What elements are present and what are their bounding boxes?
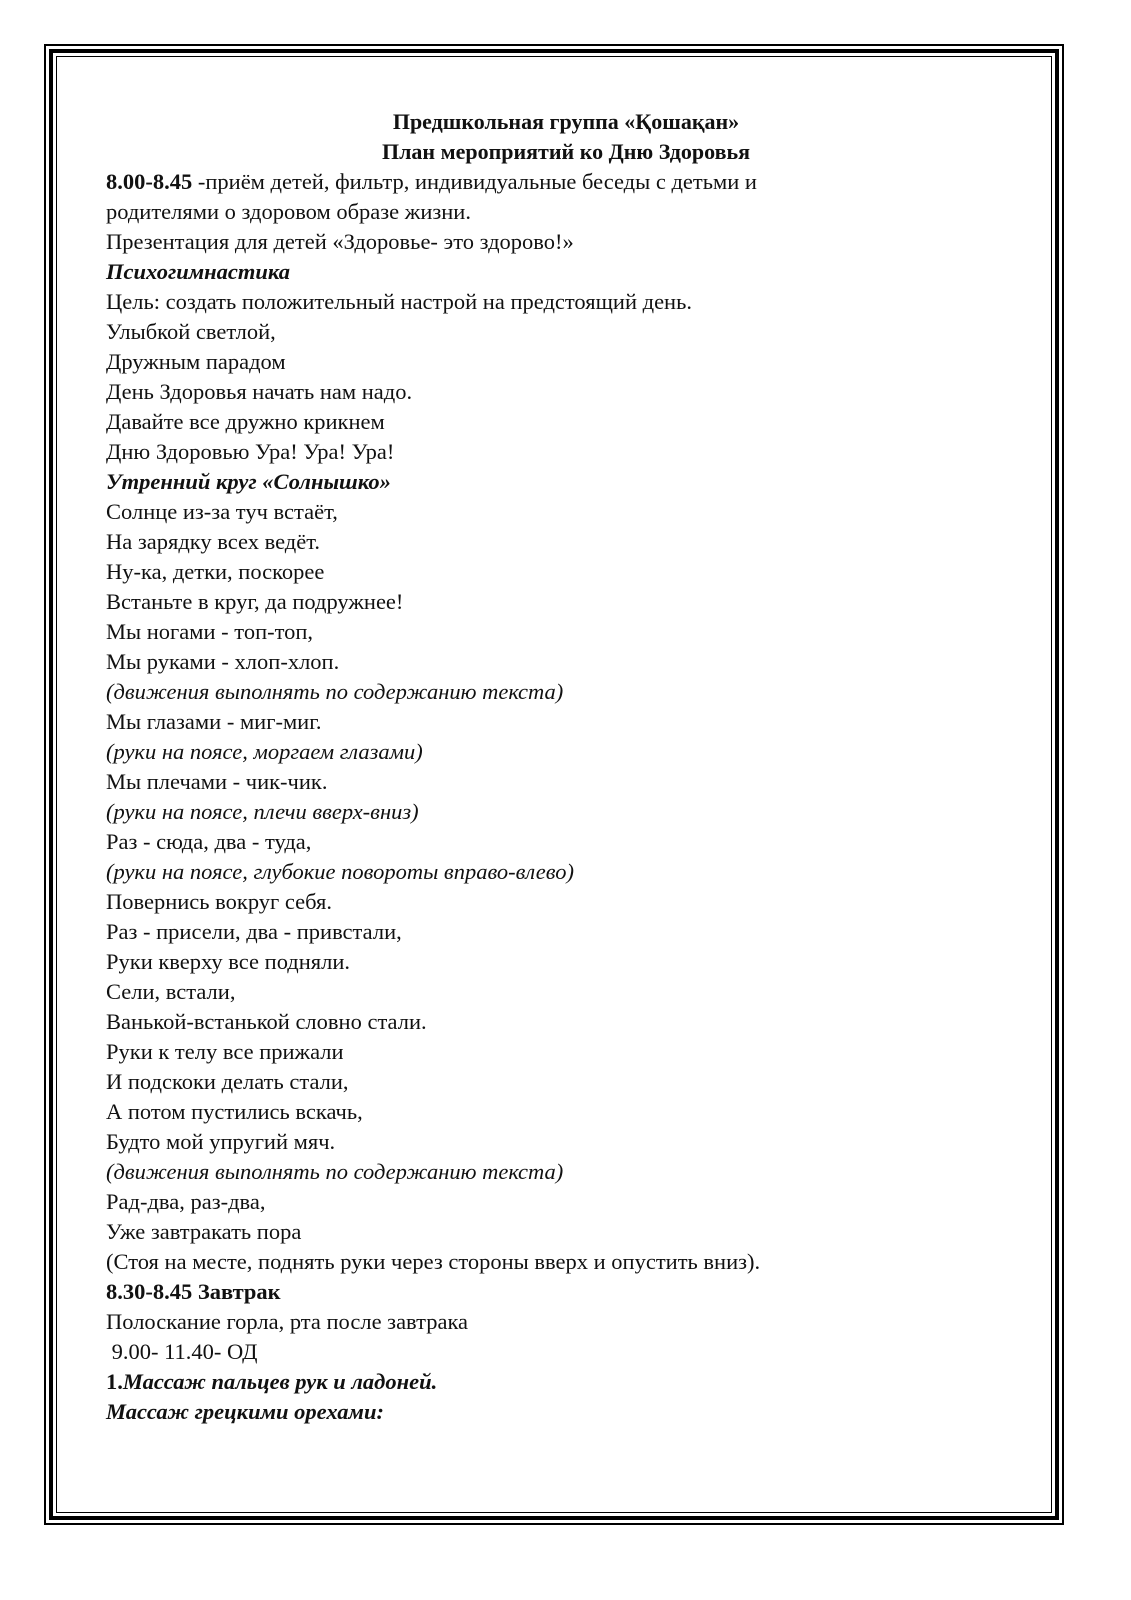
- circle-instruction-line: (руки на поясе, глубокие повороты вправо-влево): [106, 859, 574, 884]
- circle-heading: Утренний круг «Солнышко»: [106, 469, 391, 494]
- circle-verse-line: (Стоя на месте, поднять руки через стороны вверх и опустить вниз).: [106, 1249, 761, 1274]
- circle-verse-line: Уже завтракать пора: [106, 1219, 302, 1244]
- circle-verse-line: Повернись вокруг себя.: [106, 889, 332, 914]
- massage-subheading: Массаж грецкими орехами:: [106, 1399, 384, 1424]
- circle-verse-line: Ванькой-встанькой словно стали.: [106, 1009, 427, 1034]
- circle-verse-line: Мы глазами - миг-миг.: [106, 709, 322, 734]
- document-body: [106, 107, 1006, 1427]
- plan-title: План мероприятий ко Дню Здоровья: [381, 139, 751, 164]
- circle-verse-line: Мы руками - хлоп-хлоп.: [106, 649, 340, 674]
- circle-instruction-line: (руки на поясе, моргаем глазами): [106, 739, 423, 764]
- psycho-verse-line: Улыбкой светлой,: [106, 319, 276, 344]
- intro-line-1: [106, 167, 1006, 197]
- psycho-verse: [106, 317, 1006, 467]
- intro-text-1: -приём детей, фильтр, индивидуальные беседы с детьми и: [192, 169, 757, 194]
- intro-time: 8.00-8.45: [106, 169, 193, 194]
- circle-instruction-line: (движения выполнять по содержанию текста): [106, 1159, 564, 1184]
- circle-verse-line: Руки к телу все прижали: [106, 1039, 344, 1064]
- circle-instruction-line: (движения выполнять по содержанию текста): [106, 679, 564, 704]
- circle-verse-line: Мы ногами - топ-топ,: [106, 619, 314, 644]
- circle-verse-line: Руки кверху все подняли.: [106, 949, 351, 974]
- massage-title: Массаж пальцев рук и ладоней.: [122, 1369, 438, 1394]
- psycho-verse-line: Дружным парадом: [106, 349, 286, 374]
- rinse-line: Полоскание горла, рта после завтрака: [106, 1309, 469, 1334]
- psycho-verse-line: День Здоровья начать нам надо.: [106, 379, 413, 404]
- group-title: Предшкольная группа «Қошақан»: [392, 109, 740, 134]
- circle-verse-line: А потом пустились вскачь,: [106, 1099, 363, 1124]
- circle-verse-line: Мы плечами - чик-чик.: [106, 769, 328, 794]
- circle-instruction-line: (руки на поясе, плечи вверх-вниз): [106, 799, 419, 824]
- circle-verse-line: Раз - сюда, два - туда,: [106, 829, 312, 854]
- circle-verse-line: Сели, встали,: [106, 979, 236, 1004]
- circle-verse-line: Раз - присели, два - привстали,: [106, 919, 402, 944]
- psycho-verse-line: Давайте все дружно крикнем: [106, 409, 385, 434]
- psycho-goal: Цель: создать положительный настрой на предстоящий день.: [106, 289, 692, 314]
- circle-verse-line: На зарядку всех ведёт.: [106, 529, 320, 554]
- circle-verse-line: И подскоки делать стали,: [106, 1069, 349, 1094]
- intro-line-2: родителями о здоровом образе жизни.: [106, 199, 471, 224]
- circle-verse-line: Будто мой упругий мяч.: [106, 1129, 336, 1154]
- massage-number: 1.: [106, 1369, 123, 1394]
- circle-verse: [106, 497, 1006, 1277]
- circle-verse-line: Рад-два, раз-два,: [106, 1189, 266, 1214]
- breakfast-heading: 8.30-8.45 Завтрак: [106, 1279, 281, 1304]
- psycho-heading: Психогимнастика: [106, 259, 291, 284]
- circle-verse-line: Ну-ка, детки, поскорее: [106, 559, 325, 584]
- od-line: 9.00- 11.40- ОД: [106, 1339, 258, 1364]
- psycho-verse-line: Дню Здоровью Ура! Ура! Ура!: [106, 439, 395, 464]
- massage-heading: [106, 1367, 1006, 1397]
- presentation-line: Презентация для детей «Здоровье- это здорово!»: [106, 229, 574, 254]
- circle-verse-line: Встаньте в круг, да подружнее!: [106, 589, 404, 614]
- circle-verse-line: Солнце из-за туч встаёт,: [106, 499, 338, 524]
